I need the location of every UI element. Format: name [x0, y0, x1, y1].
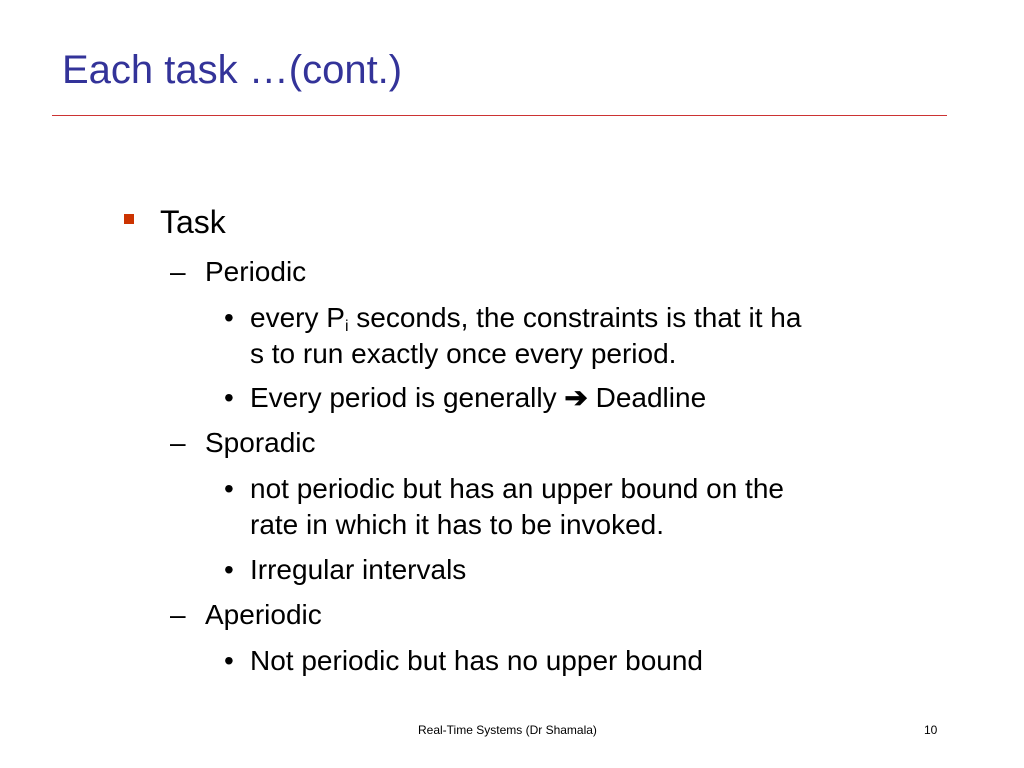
title-divider	[52, 115, 947, 116]
dot-bullet: •	[224, 302, 234, 333]
dot-bullet: •	[224, 645, 234, 676]
dash-marker: –	[170, 427, 186, 458]
dot-bullet: •	[224, 473, 234, 504]
slide-title: Each task …(cont.)	[62, 48, 403, 92]
periodic-bullet-1-text	[250, 300, 930, 372]
periodic-b2-pre: Every period is generally	[250, 382, 565, 413]
periodic-b1-pre: every P	[250, 302, 345, 333]
footer-course-title: Real-Time Systems (Dr Shamala)	[418, 723, 597, 737]
bullet-task-label: Task	[160, 204, 226, 240]
sporadic-label: Sporadic	[205, 427, 316, 458]
sporadic-b1-line1: not periodic but has an upper bound on the	[250, 473, 784, 504]
sporadic-bullet-1-text	[250, 471, 930, 543]
periodic-b1-line2: s to run exactly once every period.	[250, 338, 677, 369]
periodic-b1-subscript: i	[344, 318, 349, 335]
dot-bullet: •	[224, 554, 234, 585]
periodic-bullet-2-text	[250, 380, 930, 416]
right-arrow-icon: ➔	[564, 382, 588, 413]
slide-number: 10	[924, 723, 938, 737]
periodic-b1-line1-rest: seconds, the constraints is that it ha	[348, 302, 802, 333]
sporadic-bullet-2-text: Irregular intervals	[250, 554, 467, 585]
dot-bullet: •	[224, 382, 234, 413]
periodic-b2-post: Deadline	[587, 382, 707, 413]
dash-marker: –	[170, 599, 186, 630]
sporadic-b1-line2: rate in which it has to be invoked.	[250, 509, 665, 540]
aperiodic-label: Aperiodic	[205, 599, 322, 630]
square-bullet-icon	[124, 214, 134, 224]
periodic-label: Periodic	[205, 256, 307, 287]
aperiodic-bullet-1-text: Not periodic but has no upper bound	[250, 645, 703, 676]
dash-marker: –	[170, 256, 186, 287]
